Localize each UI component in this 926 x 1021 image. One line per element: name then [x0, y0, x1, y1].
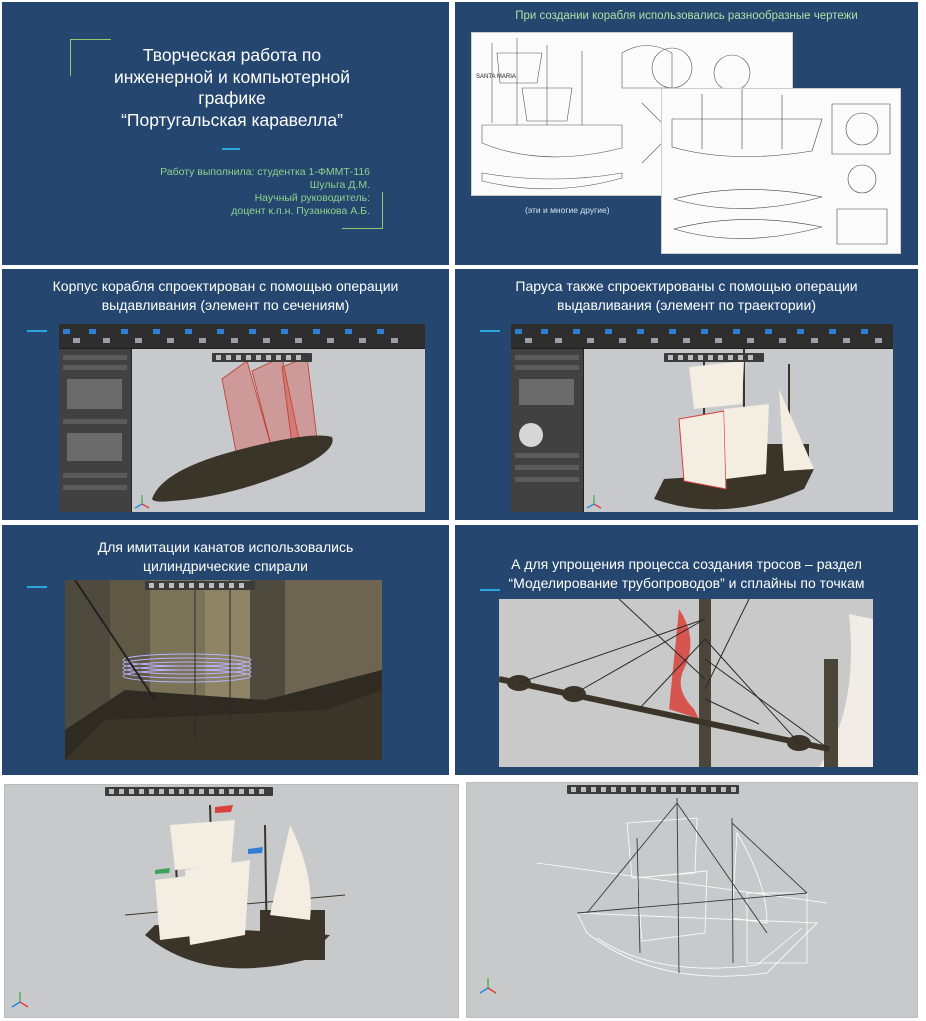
accent-line: [222, 148, 240, 150]
view-toolbar[interactable]: [105, 787, 273, 796]
view-toolbar[interactable]: [664, 353, 764, 362]
cad-window-sails: [511, 324, 893, 512]
slide-heading: [2, 538, 449, 576]
drawings-caption: (эти и многие другие): [525, 205, 610, 215]
slide-pipelines: [455, 525, 918, 775]
view-toolbar[interactable]: [145, 581, 255, 590]
title-line: Творческая работа по: [142, 45, 322, 65]
slide-heading: [2, 277, 449, 315]
heading-line: “Моделирование трубопроводов” и сплайны по точкам: [508, 575, 865, 591]
view-toolbar[interactable]: [212, 353, 312, 362]
slide-hull: [2, 269, 449, 520]
accent-line: [480, 589, 500, 591]
slide-drawings: [455, 2, 918, 265]
author-line: Научный руководитель:: [254, 192, 370, 204]
3d-viewport[interactable]: [132, 349, 425, 512]
title-line: “Португальская каравелла”: [121, 109, 343, 130]
rigging-model: [499, 599, 873, 767]
viewport-helix[interactable]: [65, 580, 382, 760]
3d-viewport[interactable]: [584, 349, 893, 512]
heading-line: Паруса также спроектированы с помощью операции: [515, 278, 858, 294]
heading-line: выдавливания (элемент по сечениям): [101, 297, 350, 313]
author-block: [112, 166, 370, 218]
slide-heading: [455, 555, 918, 593]
viewport-wireframe-ship[interactable]: [466, 782, 918, 1018]
slide-heading: При создании корабля использовались разнообразные чертежи: [515, 10, 858, 22]
slide-sails: [455, 269, 918, 520]
helix-rope-model: [65, 580, 382, 760]
slide-title: [2, 2, 449, 265]
heading-line: А для упрощения процесса создания тросов – раздел: [511, 556, 862, 572]
title-line: инженерной и компьютерной: [113, 66, 351, 87]
ship-with-sails-model: [584, 349, 893, 512]
view-toolbar[interactable]: [567, 785, 739, 794]
heading-line: Для имитации канатов использовались: [97, 539, 354, 555]
cad-ribbon[interactable]: [511, 324, 893, 349]
heading-line: Корпус корабля спроектирован с помощью операции: [52, 278, 399, 294]
accent-line: [27, 586, 47, 588]
slide-ropes: [2, 525, 449, 775]
properties-panel[interactable]: [59, 349, 132, 512]
wireframe-ship-model: [467, 783, 917, 1017]
author-line: Работу выполнила: студентка 1-ФММТ-116: [160, 166, 370, 178]
drawing-caravel-plan: [661, 88, 901, 254]
cad-window-hull: [59, 324, 425, 512]
axes-icon: [479, 977, 497, 995]
accent-line: [480, 330, 500, 332]
cad-ribbon[interactable]: [59, 324, 425, 349]
full-ship-model: [5, 785, 458, 1017]
axes-icon: [11, 991, 29, 1009]
ship-plan-image: [662, 89, 900, 253]
viewport-pipelines[interactable]: [499, 599, 873, 767]
accent-line: [27, 330, 47, 332]
axes-icon: [586, 494, 602, 510]
slide-heading: [455, 277, 918, 315]
author-line: доцент к.п.н. Пузанкова А.Б.: [231, 205, 370, 217]
title-line: графике: [198, 88, 266, 108]
properties-panel[interactable]: [511, 349, 584, 512]
heading-line: цилиндрические спирали: [143, 558, 308, 574]
drawing-label: SANTA MARIA: [476, 74, 516, 80]
presentation-title: [72, 45, 392, 131]
heading-line: выдавливания (элемент по траектории): [557, 297, 816, 313]
viewport-full-ship[interactable]: [4, 784, 459, 1018]
author-line: Шульга Д.М.: [309, 179, 370, 191]
axes-icon: [134, 494, 150, 510]
hull-model: [132, 349, 425, 512]
title-frame-corner-bottom: [342, 192, 383, 229]
